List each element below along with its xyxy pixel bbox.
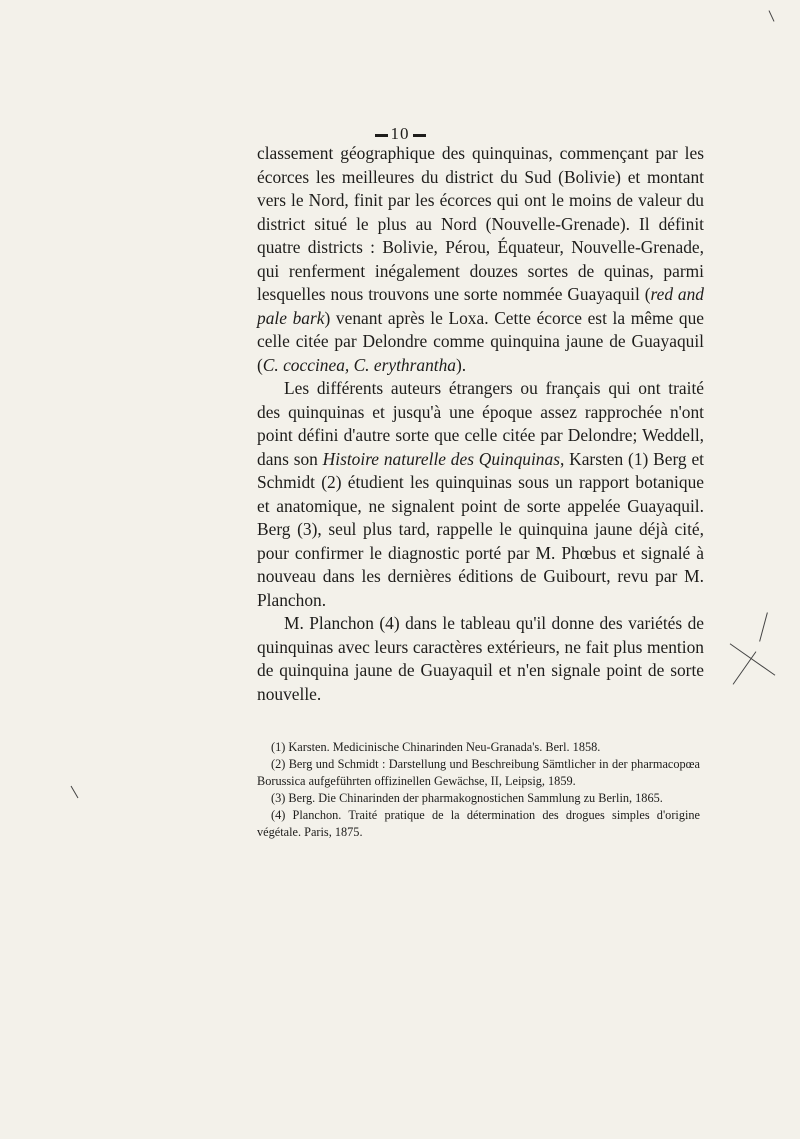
body-text-run: Les différents auteurs étrangers ou français qui ont traité des quinquinas et jusqu'à une époque assez rapprochée n'ont point défini d'autre sorte que celle citée par Delondre; Weddell, dans son xyxy=(257,378,704,469)
italic-text: red and pale bark xyxy=(257,284,704,328)
footnote-3: (3) Berg. Die Chinarinden der pharmakognostichen Sammlung zu Berlin, 1865. xyxy=(271,791,663,806)
page-number xyxy=(0,124,800,144)
body-text-run: M. Planchon (4) dans le tableau qu'il donne des variétés de quinquinas avec leurs caractères extérieurs, ne fait plus mention de quinquina jaune de Guayaquil et n'en signale point de sorte nouvelle. xyxy=(257,613,704,704)
italic-text: Histoire naturelle des Quinquinas xyxy=(322,448,560,469)
italic-text: C. coccinea, C. erythrantha xyxy=(262,354,456,375)
page-number-value: 10 xyxy=(390,124,410,143)
pencil-mark xyxy=(71,786,79,799)
left-dash-ornament xyxy=(375,134,388,137)
pencil-mark xyxy=(733,651,757,684)
footnote-4: (4) Planchon. Traité pratique de la détermination des drogues simples d'origine végétale. Paris, 1875. xyxy=(257,808,700,840)
body-text-run: ). xyxy=(456,354,467,375)
paragraph-3 xyxy=(257,612,704,706)
body-text xyxy=(257,142,704,706)
paragraph-2 xyxy=(257,377,704,612)
footnote-1: (1) Karsten. Medicinische Chinarinden Neu-Granada's. Berl. 1858. xyxy=(271,740,601,754)
footnotes xyxy=(257,739,700,842)
body-text-run: classement géographique des quinquinas, commençant par les écorces les meilleures du district du Sud (Bolivie) et montant vers le Nord, finit par les écorces qui ont le moins de valeur du district situé le plus au Nord (Nouvelle-Grenade). Il définit quatre districts : Bolivie, Pérou, Équateur, Nouvelle-Grenade, qui renferment inégalement douzes sortes de quinas, parmi lesquelles nous trouvons une sorte nommée Guayaquil ( xyxy=(257,143,704,304)
footnote-2: (2) Berg und Schmidt : Darstellung und Beschreibung Sämtlicher in der pharmacopœa Borussica aufgeführten offizinellen Gewächse, II, Leipsig, 1859. xyxy=(257,757,700,789)
pencil-mark xyxy=(730,643,776,675)
pencil-mark xyxy=(769,10,775,21)
body-text-run: , Karsten (1) Berg et Schmidt (2) étudient les quinquinas sous un rapport botanique et anatomique, ne signalent point de sorte appelée Guayaquil. Berg (3), seul plus tard, rappelle le quinquina jaune déjà cité, pour confirmer le diagnostic porté par M. Phœbus et signalé à nouveau dans les dernières éditions de Guibourt, revu par M. Planchon. xyxy=(257,448,704,610)
paragraph-1 xyxy=(257,142,704,377)
body-text-run: ) venant après le Loxa. Cette écorce est la même que celle citée par Delondre comme quinquina jaune de Guayaquil ( xyxy=(257,307,705,375)
pencil-mark xyxy=(759,612,768,641)
right-dash-ornament xyxy=(413,134,426,137)
